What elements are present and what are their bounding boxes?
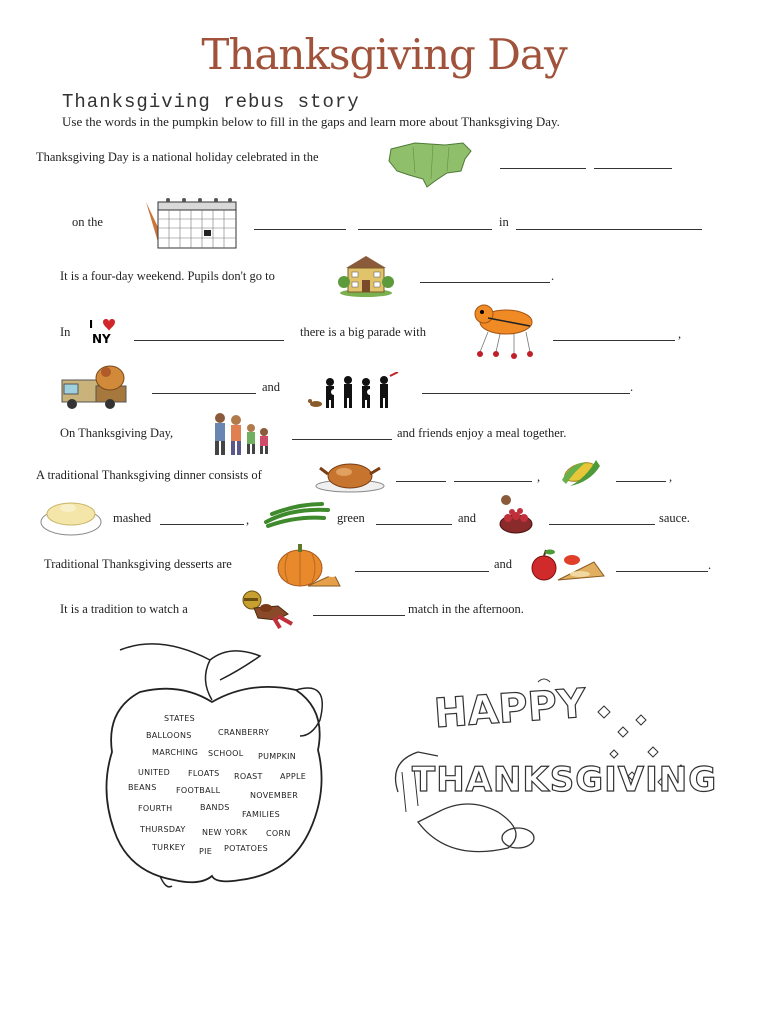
football-player-icon xyxy=(236,588,300,630)
blank-10a[interactable] xyxy=(313,615,405,616)
sentence-6-end: and friends enjoy a meal together. xyxy=(397,426,567,440)
blank-5b[interactable] xyxy=(422,393,630,394)
blank-8a[interactable] xyxy=(160,524,244,525)
blank-1a[interactable] xyxy=(500,168,586,169)
word-bank-word: FLOATS xyxy=(188,769,220,778)
blank-3a[interactable] xyxy=(420,282,550,283)
blank-9a[interactable] xyxy=(355,571,489,572)
svg-text:I: I xyxy=(89,318,94,331)
page-title: Thanksgiving Day xyxy=(201,30,567,79)
sentence-4-parade: there is a big parade with xyxy=(300,325,426,339)
school-icon xyxy=(338,252,394,298)
blank-2b[interactable] xyxy=(358,229,492,230)
word-bank-word: STATES xyxy=(164,714,196,723)
sentence-2-on-the: on the xyxy=(72,215,103,229)
sentence-2-in: in xyxy=(499,215,509,229)
i-love-ny-icon xyxy=(84,316,122,346)
word-bank-word: FOOTBALL xyxy=(176,786,221,795)
blank-1b[interactable] xyxy=(594,168,672,169)
blank-8b[interactable] xyxy=(376,524,452,525)
marching-band-icon xyxy=(306,372,402,412)
sentence-7-text: A traditional Thanksgiving dinner consists of xyxy=(36,468,262,482)
sentence-8-sauce: sauce. xyxy=(659,511,690,525)
blank-6a[interactable] xyxy=(292,439,392,440)
sentence-4-in: In xyxy=(60,325,71,339)
usa-map-icon xyxy=(385,137,475,191)
word-bank-word: BALLOONS xyxy=(146,731,192,740)
svg-text:NY: NY xyxy=(92,332,111,346)
blank-7b[interactable] xyxy=(454,481,532,482)
roast-turkey-icon xyxy=(314,456,386,494)
green-beans-icon xyxy=(262,500,332,532)
subtitle: Thanksgiving rebus story xyxy=(62,91,360,113)
thanksgiving-text: THANKSGIVING xyxy=(412,760,718,800)
word-bank-word: CORN xyxy=(266,829,291,838)
word-bank xyxy=(100,640,330,900)
sentence-3-text: It is a four-day weekend. Pupils don't go to xyxy=(60,269,275,283)
sentence-8-green: green xyxy=(337,511,365,525)
pumpkin-pie-icon xyxy=(274,540,344,590)
word-bank-word: MARCHING xyxy=(152,748,199,757)
blank-5a[interactable] xyxy=(152,393,256,394)
word-bank-word: BEANS xyxy=(128,783,157,792)
word-bank-word: TURKEY xyxy=(152,843,186,852)
word-bank-word: ROAST xyxy=(234,772,263,781)
word-bank-word: THURSDAY xyxy=(140,825,186,834)
parade-balloon-icon xyxy=(468,296,540,362)
apple-pie-icon xyxy=(528,544,608,586)
blank-4b[interactable] xyxy=(553,340,675,341)
family-icon xyxy=(208,410,274,458)
blank-9b[interactable] xyxy=(616,571,708,572)
instructions: Use the words in the pumpkin below to fill in the gaps and learn more about Thanksgiving Day. xyxy=(62,114,560,129)
word-bank-word: UNITED xyxy=(138,768,171,777)
sentence-9-text: Traditional Thanksgiving desserts are xyxy=(44,557,232,571)
sentence-8-mashed: mashed xyxy=(113,511,152,525)
sentence-8-and: and xyxy=(458,511,477,525)
corn-icon xyxy=(556,456,604,490)
word-bank-word: APPLE xyxy=(280,772,307,781)
sentence-10-end: match in the afternoon. xyxy=(408,602,524,616)
sentence-9-and: and xyxy=(494,557,513,571)
word-bank-word: PUMPKIN xyxy=(258,752,297,761)
word-bank-word: POTATOES xyxy=(224,844,268,853)
word-bank-word: CRANBERRY xyxy=(218,728,270,737)
calendar-icon xyxy=(138,192,242,254)
word-bank-word: BANDS xyxy=(200,803,230,812)
word-bank-word: FOURTH xyxy=(138,804,173,813)
blank-8c[interactable] xyxy=(549,524,655,525)
sentence-10-start: It is a tradition to watch a xyxy=(60,602,188,616)
word-bank-word: NEW YORK xyxy=(202,828,248,837)
sentence-5-and: and xyxy=(262,380,281,394)
blank-2c[interactable] xyxy=(516,229,702,230)
word-bank-word: SCHOOL xyxy=(208,749,244,758)
sentence-6-start: On Thanksgiving Day, xyxy=(60,426,174,440)
float-truck-icon xyxy=(58,364,130,412)
mashed-potatoes-icon xyxy=(38,496,104,538)
word-bank-word: PIE xyxy=(199,847,213,856)
sentence-1-text: Thanksgiving Day is a national holiday celebrated in the xyxy=(36,150,319,164)
blank-4a[interactable] xyxy=(134,340,284,341)
blank-7a[interactable] xyxy=(396,481,446,482)
word-bank-word: FAMILIES xyxy=(242,810,280,819)
happy-text: HAPPY xyxy=(432,680,588,738)
blank-7c[interactable] xyxy=(616,481,666,482)
blank-2a[interactable] xyxy=(254,229,346,230)
word-bank-word: NOVEMBER xyxy=(250,791,299,800)
cranberry-icon xyxy=(496,492,536,536)
